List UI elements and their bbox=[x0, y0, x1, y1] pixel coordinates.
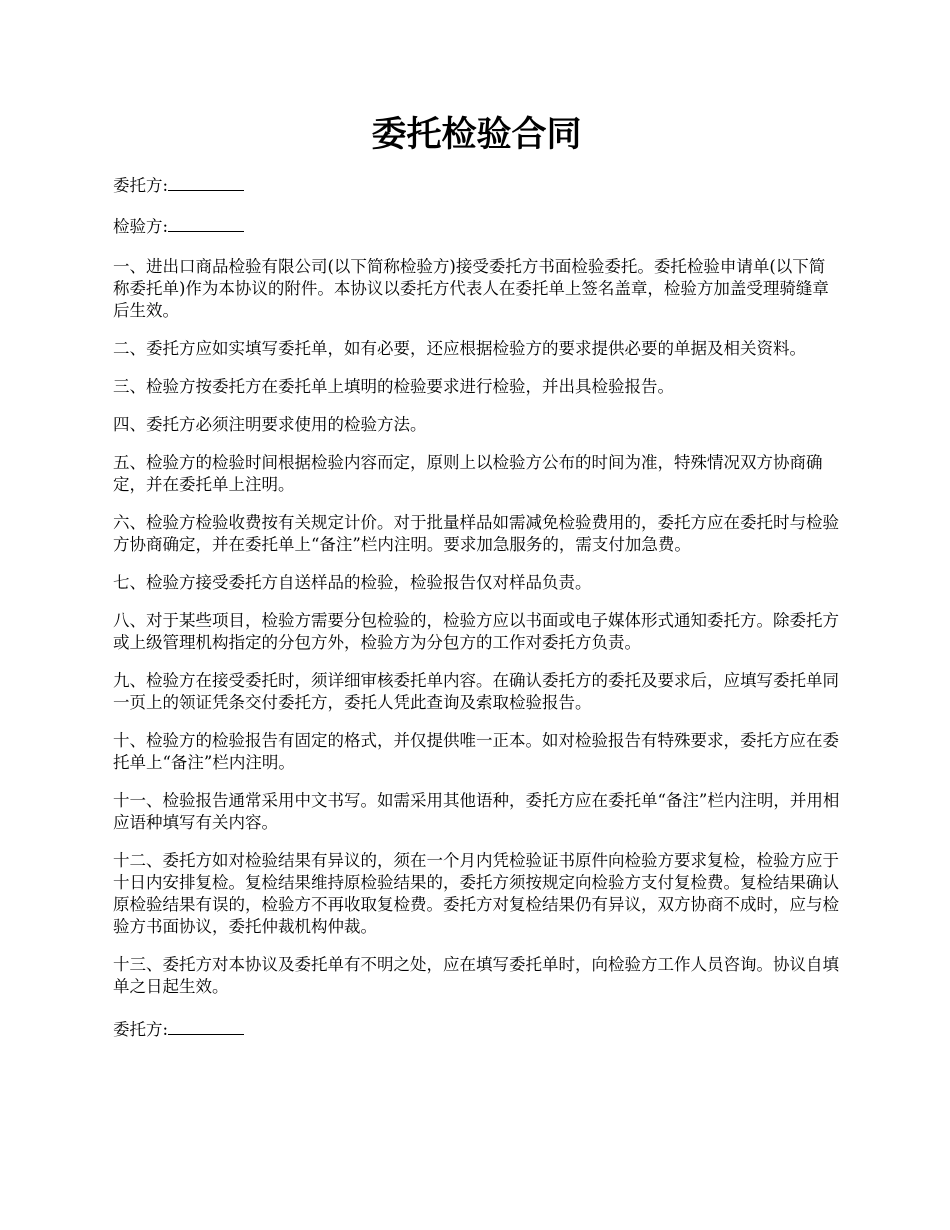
inspector-name-blank bbox=[168, 215, 244, 232]
clause-12: 十二、委托方如对检验结果有异议的，须在一个月内凭检验证书原件向检验方要求复检，检验方应于十日内安排复检。复检结果维持原检验结果的，委托方须按规定向检验方支付复检费。复检结果确认原检验结果有误的，检验方不再收取复检费。委托方对复检结果仍有异议，双方协商不成时，应与检验方书面协议，委托仲裁机构仲裁。 bbox=[113, 851, 839, 936]
clause-4: 四、委托方必须注明要求使用的检验方法。 bbox=[113, 415, 427, 434]
inspector-party-line bbox=[113, 215, 840, 238]
clause-1: 一、进出口商品检验有限公司(以下简称检验方)接受委托方书面检验委托。委托检验申请单(以下简称委托单)作为本协议的附件。本协议以委托方代表人在委托单上签名盖章，检验方加盖受理骑缝章后生效。 bbox=[113, 257, 829, 320]
clause-9: 九、检验方在接受委托时，须详细审核委托单内容。在确认委托方的委托及要求后，应填写委托单同一页上的领证凭条交付委托方，委托人凭此查询及索取检验报告。 bbox=[113, 671, 839, 712]
signature-client-label: 委托方: bbox=[113, 1020, 169, 1039]
inspector-label: 检验方: bbox=[113, 217, 169, 236]
clause-11: 十一、检验报告通常采用中文书写。如需采用其他语种，委托方应在委托单“备注”栏内注明，并用相应语种填写有关内容。 bbox=[113, 791, 840, 832]
client-name-blank bbox=[168, 174, 244, 191]
clause-2: 二、委托方应如实填写委托单，如有必要，还应根据检验方的要求提供必要的单据及相关资料。 bbox=[113, 339, 806, 358]
clause-list bbox=[113, 256, 840, 998]
clause-13: 十三、委托方对本协议及委托单有不明之处，应在填写委托单时，向检验方工作人员咨询。协议自填单之日起生效。 bbox=[113, 955, 839, 996]
client-label: 委托方: bbox=[113, 176, 169, 195]
client-party-line bbox=[113, 174, 840, 197]
clause-8: 八、对于某些项目，检验方需要分包检验的，检验方应以书面或电子媒体形式通知委托方。除委托方或上级管理机构指定的分包方外，检验方为分包方的工作对委托方负责。 bbox=[113, 611, 839, 652]
clause-3: 三、检验方按委托方在委托单上填明的检验要求进行检验，并出具检验报告。 bbox=[113, 377, 674, 396]
clause-7: 七、检验方接受委托方自送样品的检验，检验报告仅对样品负责。 bbox=[113, 573, 592, 592]
document-title: 委托检验合同 bbox=[371, 114, 582, 155]
signature-client-line bbox=[113, 1018, 840, 1041]
clause-6: 六、检验方检验收费按有关规定计价。对于批量样品如需减免检验费用的，委托方应在委托时与检验方协商确定，并在委托单上“备注”栏内注明。要求加急服务的，需支付加急费。 bbox=[113, 513, 839, 554]
clause-10: 十、检验方的检验报告有固定的格式，并仅提供唯一正本。如对检验报告有特殊要求，委托方应在委托单上“备注”栏内注明。 bbox=[113, 731, 839, 772]
clause-5: 五、检验方的检验时间根据检验内容而定，原则上以检验方公布的时间为准，特殊情况双方协商确定，并在委托单上注明。 bbox=[113, 453, 823, 494]
signature-client-blank bbox=[168, 1018, 244, 1035]
